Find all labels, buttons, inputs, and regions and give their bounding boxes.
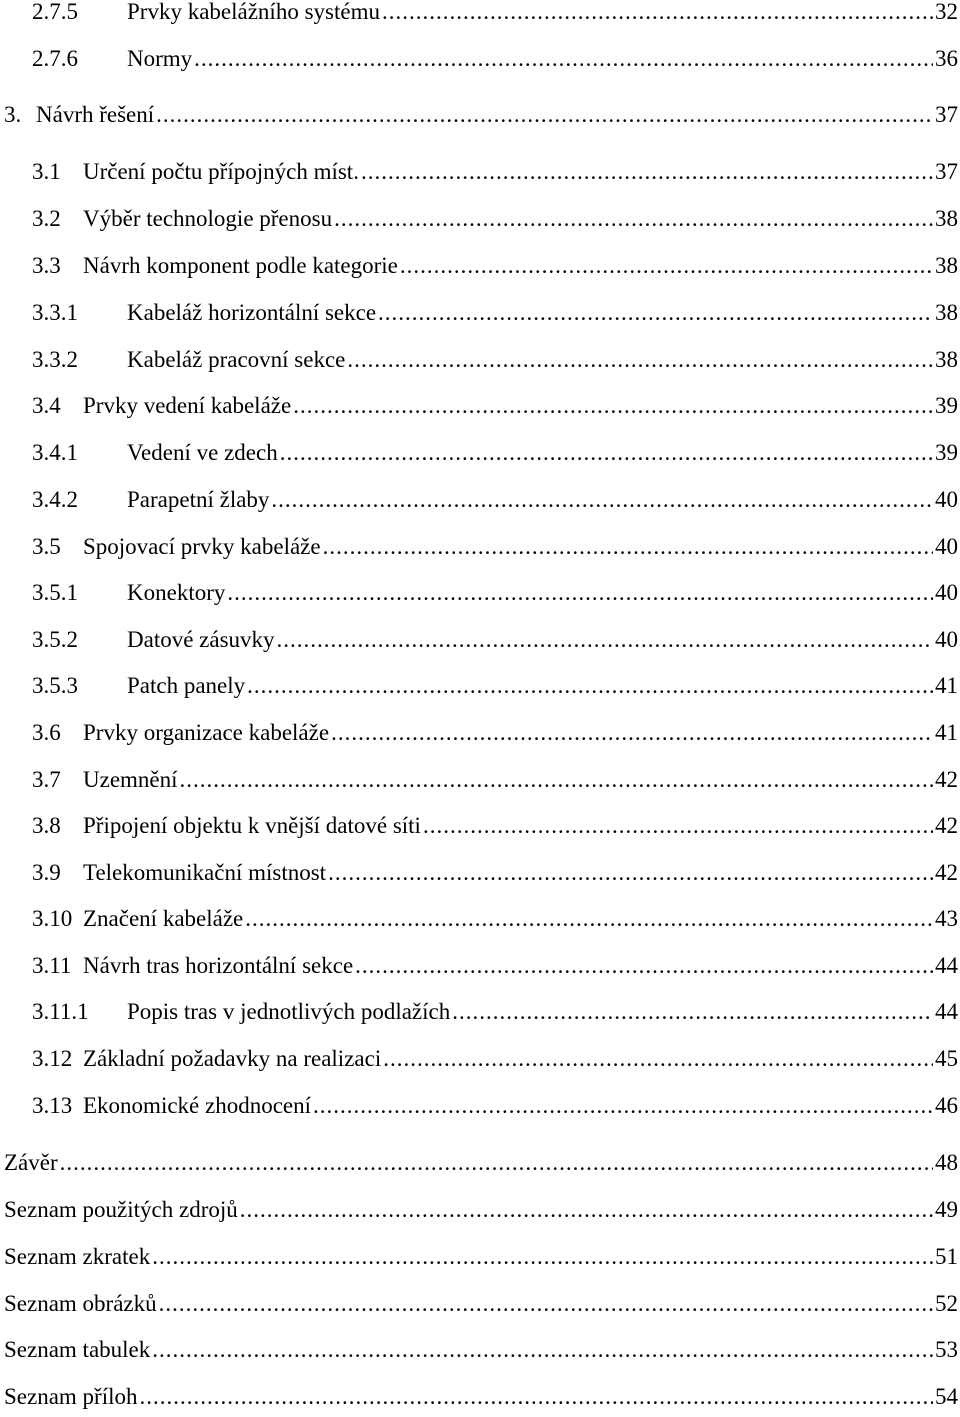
toc-entry-page-number: 38 — [935, 253, 958, 278]
toc-entry[interactable] — [32, 39, 958, 79]
toc-entry-page-number: 37 — [935, 159, 958, 184]
toc-entry-page-number: 48 — [935, 1150, 958, 1175]
dot-leader — [194, 39, 933, 79]
toc-entry-title: Seznam tabulek — [4, 1337, 151, 1362]
toc-entry-title: Ekonomické zhodnocení — [83, 1093, 312, 1118]
toc-entry-title: Datové zásuvky — [127, 627, 275, 652]
toc-entry-title: Patch panely — [127, 673, 246, 698]
toc-entry-page-number: 42 — [935, 813, 958, 838]
toc-entry-number: 3.2 — [32, 206, 61, 231]
dot-leader — [140, 1377, 934, 1417]
toc-entry-number: 3. — [4, 102, 22, 127]
toc-entry-title: Spojovací prvky kabeláže — [83, 534, 321, 559]
toc-entry-title: Určení počtu přípojných míst. — [83, 159, 359, 184]
toc-entry[interactable] — [32, 0, 958, 32]
dot-leader — [452, 992, 933, 1032]
toc-entry-number: 3.7 — [32, 767, 61, 792]
dot-leader — [271, 480, 933, 520]
toc-entry[interactable] — [32, 152, 958, 192]
toc-entry[interactable] — [4, 95, 958, 135]
toc-entry[interactable] — [32, 293, 958, 333]
dot-leader — [245, 899, 933, 939]
toc-entry[interactable] — [32, 340, 958, 380]
toc-entry-title: Závěr — [4, 1150, 58, 1175]
toc-entry-page-number: 40 — [935, 580, 958, 605]
toc-entry-page-number: 54 — [935, 1384, 958, 1409]
toc-entry-number: 3.5.1 — [32, 580, 78, 605]
dot-leader — [277, 620, 933, 660]
toc-entry[interactable] — [32, 433, 958, 473]
dot-leader — [240, 1190, 933, 1230]
toc-entry-title: Parapetní žlaby — [127, 487, 270, 512]
toc-entry-number: 3.8 — [32, 813, 61, 838]
dot-leader — [347, 340, 933, 380]
toc-entry-page-number: 38 — [935, 347, 958, 372]
dot-leader — [400, 246, 933, 286]
toc-entry-title: Uzemnění — [83, 767, 178, 792]
toc-entry[interactable] — [32, 806, 958, 846]
toc-entry-page-number: 41 — [935, 673, 958, 698]
toc-entry-number: 3.9 — [32, 860, 61, 885]
toc-entry-title: Normy — [127, 46, 193, 71]
dot-leader — [227, 573, 933, 613]
toc-entry-page-number: 45 — [935, 1046, 958, 1071]
toc-entry-title: Seznam obrázků — [4, 1291, 157, 1316]
toc-entry[interactable] — [4, 1190, 958, 1230]
toc-entry-number: 3.1 — [32, 159, 61, 184]
toc-entry-page-number: 38 — [935, 206, 958, 231]
toc-entry-page-number: 44 — [935, 999, 958, 1024]
toc-entry[interactable] — [32, 853, 958, 893]
toc-entry-page-number: 53 — [935, 1337, 958, 1362]
dot-leader — [159, 1284, 933, 1324]
toc-entry-number: 3.4 — [32, 393, 61, 418]
toc-entry-title: Připojení objektu k vnější datové síti — [83, 813, 421, 838]
dot-leader — [323, 527, 933, 567]
dot-leader — [355, 946, 933, 986]
toc-entry-title: Prvky organizace kabeláže — [83, 720, 330, 745]
toc-entry-title: Seznam použitých zdrojů — [4, 1197, 238, 1222]
toc-entry[interactable] — [32, 480, 958, 520]
toc-entry-number: 2.7.5 — [32, 0, 78, 24]
dot-leader — [152, 1237, 933, 1277]
toc-entry-number: 3.3 — [32, 253, 61, 278]
toc-entry[interactable] — [32, 246, 958, 286]
toc-entry[interactable] — [4, 1284, 958, 1324]
toc-entry-page-number: 43 — [935, 906, 958, 931]
dot-leader — [361, 152, 933, 192]
toc-entry-title: Kabeláž pracovní sekce — [127, 347, 346, 372]
toc-entry-number: 3.6 — [32, 720, 61, 745]
toc-entry[interactable] — [32, 760, 958, 800]
toc-entry[interactable] — [32, 620, 958, 660]
toc-entry-title: Prvky vedení kabeláže — [83, 393, 292, 418]
dot-leader — [334, 199, 933, 239]
toc-entry-page-number: 49 — [935, 1197, 958, 1222]
toc-entry-page-number: 40 — [935, 487, 958, 512]
toc-entry-page-number: 42 — [935, 767, 958, 792]
toc-entry-number: 3.10 — [32, 906, 73, 931]
toc-entry-number: 3.4.2 — [32, 487, 78, 512]
toc-entry-page-number: 36 — [935, 46, 958, 71]
toc-entry-title: Návrh řešení — [36, 102, 155, 127]
dot-leader — [156, 95, 933, 135]
toc-entry-page-number: 32 — [935, 0, 958, 24]
dot-leader — [378, 293, 933, 333]
toc-entry[interactable] — [32, 899, 958, 939]
toc-entry-number: 2.7.6 — [32, 46, 78, 71]
toc-entry-page-number: 39 — [935, 393, 958, 418]
toc-entry-title: Značení kabeláže — [83, 906, 244, 931]
toc-entry[interactable] — [32, 713, 958, 753]
dot-leader — [423, 806, 933, 846]
toc-entry[interactable] — [4, 1143, 958, 1183]
toc-entry-number: 3.5 — [32, 534, 61, 559]
toc-entry-title: Návrh tras horizontální sekce — [83, 953, 354, 978]
toc-entry-page-number: 38 — [935, 300, 958, 325]
toc-entry-page-number: 52 — [935, 1291, 958, 1316]
toc-entry-title: Telekomunikační místnost — [83, 860, 327, 885]
toc-entry[interactable] — [32, 386, 958, 426]
toc-entry-title: Výběr technologie přenosu — [83, 206, 333, 231]
toc-entry-title: Seznam příloh — [4, 1384, 138, 1409]
toc-entry-page-number: 44 — [935, 953, 958, 978]
toc-entry-number: 3.5.3 — [32, 673, 78, 698]
dot-leader — [60, 1143, 933, 1183]
toc-entry-title: Vedení ve zdech — [127, 440, 278, 465]
dot-leader — [152, 1330, 933, 1370]
toc-entry-page-number: 42 — [935, 860, 958, 885]
toc-entry[interactable] — [4, 1377, 958, 1417]
dot-leader — [331, 713, 933, 753]
toc-entry-page-number: 40 — [935, 534, 958, 559]
toc-entry-number: 3.12 — [32, 1046, 73, 1071]
toc-entry-page-number: 37 — [935, 102, 958, 127]
toc-entry-number: 3.3.1 — [32, 300, 78, 325]
toc-entry-number: 3.13 — [32, 1093, 73, 1118]
toc-entry-title: Kabeláž horizontální sekce — [127, 300, 377, 325]
dot-leader — [280, 433, 933, 473]
toc-entry[interactable] — [4, 1330, 958, 1370]
toc-entry-title: Základní požadavky na realizaci — [83, 1046, 382, 1071]
toc-entry-page-number: 51 — [935, 1244, 958, 1269]
toc-entry-number: 3.3.2 — [32, 347, 78, 372]
toc-entry-page-number: 46 — [935, 1093, 958, 1118]
toc-entry-page-number: 40 — [935, 627, 958, 652]
toc-entry[interactable] — [32, 1086, 958, 1126]
dot-leader — [328, 853, 933, 893]
dot-leader — [293, 386, 933, 426]
toc-entry[interactable] — [32, 992, 958, 1032]
toc-entry-page-number: 39 — [935, 440, 958, 465]
toc-entry[interactable] — [32, 1039, 958, 1079]
toc-entry[interactable] — [4, 1237, 958, 1277]
toc-entry[interactable] — [32, 527, 958, 567]
toc-entry-number: 3.4.1 — [32, 440, 78, 465]
dot-leader — [180, 760, 933, 800]
dot-leader — [383, 1039, 933, 1079]
toc-entry[interactable] — [32, 199, 958, 239]
toc-entry[interactable] — [32, 946, 958, 986]
toc-entry[interactable] — [32, 666, 958, 706]
toc-entry-number: 3.5.2 — [32, 627, 78, 652]
dot-leader — [313, 1086, 933, 1126]
toc-entry-title: Konektory — [127, 580, 226, 605]
toc-entry-title: Popis tras v jednotlivých podlažích — [127, 999, 451, 1024]
toc-entry-page-number: 41 — [935, 720, 958, 745]
dot-leader — [247, 666, 933, 706]
toc-entry[interactable] — [32, 573, 958, 613]
toc-entry-title: Seznam zkratek — [4, 1244, 151, 1269]
toc-entry-title: Prvky kabelážního systému — [127, 0, 380, 24]
dot-leader — [382, 0, 933, 32]
toc-entry-number: 3.11.1 — [32, 999, 89, 1024]
toc-entry-title: Návrh komponent podle kategorie — [83, 253, 398, 278]
toc-entry-number: 3.11 — [32, 953, 72, 978]
